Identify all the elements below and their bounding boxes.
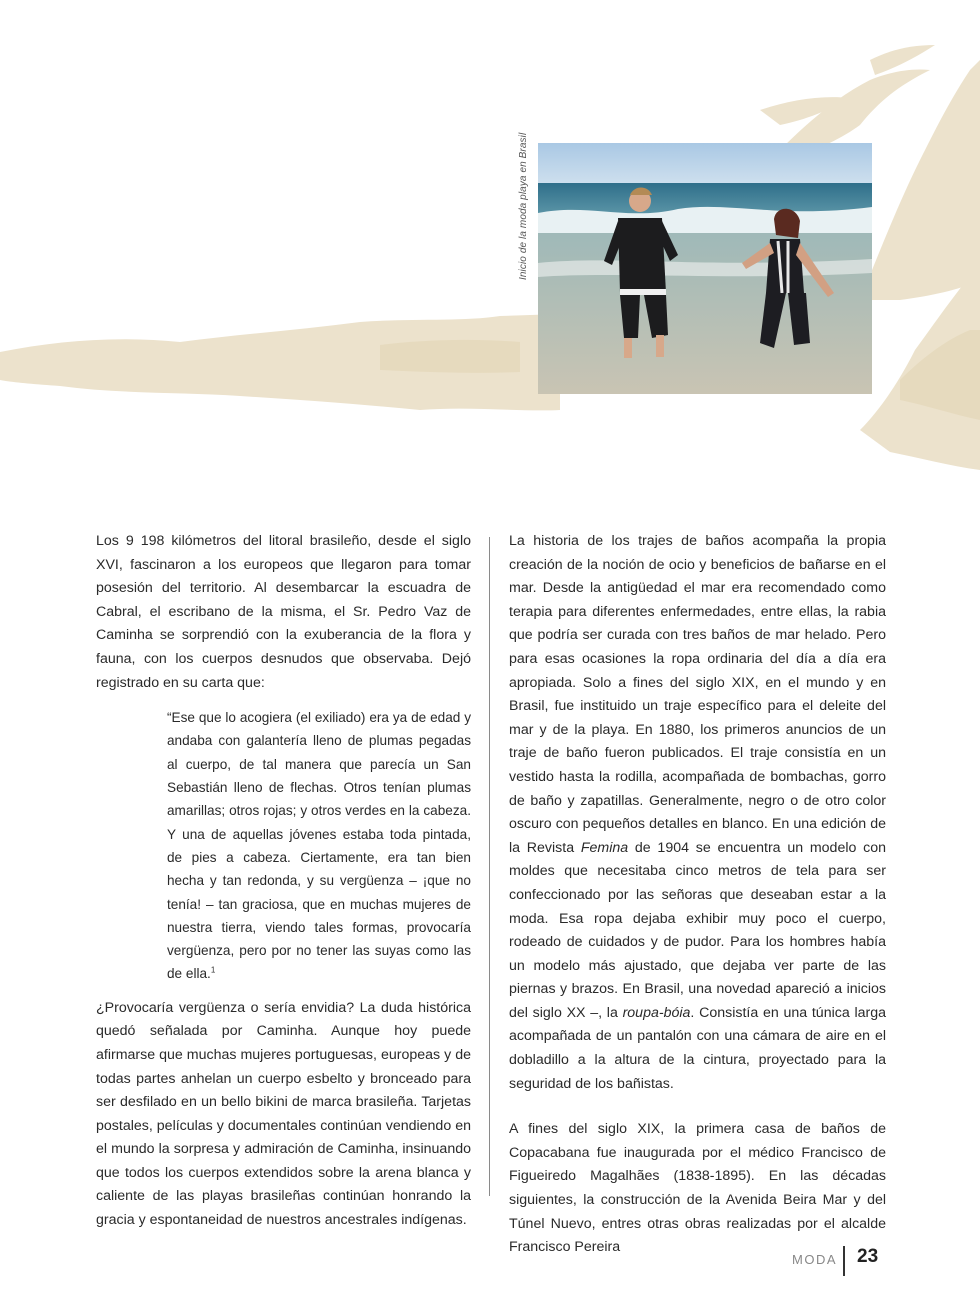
paragraph-text: de 1904 se encuentra un modelo con moldes que necesitaba cinco metros de tela para ser confeccionado por las señoras que deseaban estar a la moda. Esa ropa dejaba exhibir muy poco el cuerpo, rodeado de cuidados y de pudor. Para los hombres había un modelo más ajustado, que dejaba ver parte de las piernas y brazos. En Brasil, una novedad apareció a inicios del siglo XX –, la xyxy=(509,839,886,1021)
right-column xyxy=(509,530,886,1260)
column-divider xyxy=(489,537,490,1196)
paragraph: A fines del siglo XIX, la primera casa de baños de Copacabana fue inaugurada por el médico Francisco de Figueiredo Magalhães (1838-1895). En las décadas siguientes, la construcción de la Avenida Beira Mar y del Túnel Nuevo, entres otras obras realizadas por el alcalde Francisco Pereira xyxy=(509,1121,886,1256)
photo-caption xyxy=(506,132,529,285)
paragraph: Los 9 198 kilómetros del litoral brasileño, desde el siglo XVI, fascinaron a los europeos que llegaron para tomar posesión del territorio. Al desembarcar la escuadra de Cabral, el escribano de la misma, el Sr. Pedro Vaz de Caminha se sorprendió con la exuberancia de la flora y fauna, con los cuerpos desnudos que observaba. Dejó registrado en su carta que: xyxy=(96,533,471,691)
section-label: MODA xyxy=(792,1252,837,1267)
page-number: 23 xyxy=(857,1246,879,1267)
paragraph-text: La historia de los trajes de baños acompaña la propia creación de la noción de ocio y beneficios de bañarse en el mar. Desde la antigüedad el mar era recomendado como terapia para diferentes enfermedades, entre ellas, la rabia que podría ser curada con tres baños de mar helado. Pero para esas ocasiones la ropa ordinaria del día a día era apropiada. Solo a fines del siglo XIX, en el mundo y en Brasil, fue instituido un traje específico para el deleite del mar y de la playa. En 1880, los primeros anuncios de un traje de baño fueron publicados. El traje consistía en un vestido hasta la rodilla, acompañada de bombachas, gorro de baño y zapatillas. Generalmente, negro o de otro color oscuro con pequeños detalles en blanco. En una edición de la Revista xyxy=(509,533,886,856)
beach-photo xyxy=(538,143,872,394)
magazine-title: Femina xyxy=(580,839,629,856)
quote-text: “Ese que lo acogiera (el exiliado) era ya de edad y andaba con galantería lleno de plumas pegadas al cuerpo, de tal manera que parecía un San Sebastián lleno de flechas. Otros tenían plumas amarillas; otros rojas; y otros verdes en la cabeza. Y una de aquellas jóvenes estaba toda pintada, de pies a cabeza. Ciertamente, era tan bien hecha y tan redonda, y su vergüenza – ¡que no tenía! – tan graciosa, que en muchas mujeres de nuestra tierra, viendo tales formas, provocaría vergüenza, pero por no tener las suyas como las de ella. xyxy=(167,710,471,982)
beach-illustration xyxy=(538,143,872,394)
paragraph-text: . Consistía en una túnica larga acompañada de un pantalón con una cámara de aire en el dobladillo a la altura de la cintura, proyectado para la seguridad de los bañistas. xyxy=(509,1004,886,1092)
footer-divider xyxy=(843,1246,845,1276)
paragraph xyxy=(509,530,886,1096)
term-emphasis: roupa-bóia xyxy=(622,1004,691,1021)
photo-caption-text: Inicio de la moda playa en Brasil xyxy=(518,132,529,280)
paragraph: ¿Provocaría vergüenza o sería envidia? La duda histórica quedó señalada por Caminha. Aunque hoy puede afirmarse que muchas mujeres portuguesas, europeas y de todas partes anhelan un cuerpo esbelto y bronceado para ser desfilado en un bello bikini de marca brasileña. Tarjetas postales, películas y documentales continúan vendiendo en el mundo la sorpresa y admiración de Caminha, insinuando que todos los cuerpos extendidos sobre la arena blanca y caliente de las playas brasileñas continúan honrando la gracia y espontaneidad de nuestros ancestrales indígenas. xyxy=(96,999,471,1229)
left-column xyxy=(96,530,471,1233)
footnote-marker: 1 xyxy=(210,965,216,975)
blockquote xyxy=(167,706,471,986)
